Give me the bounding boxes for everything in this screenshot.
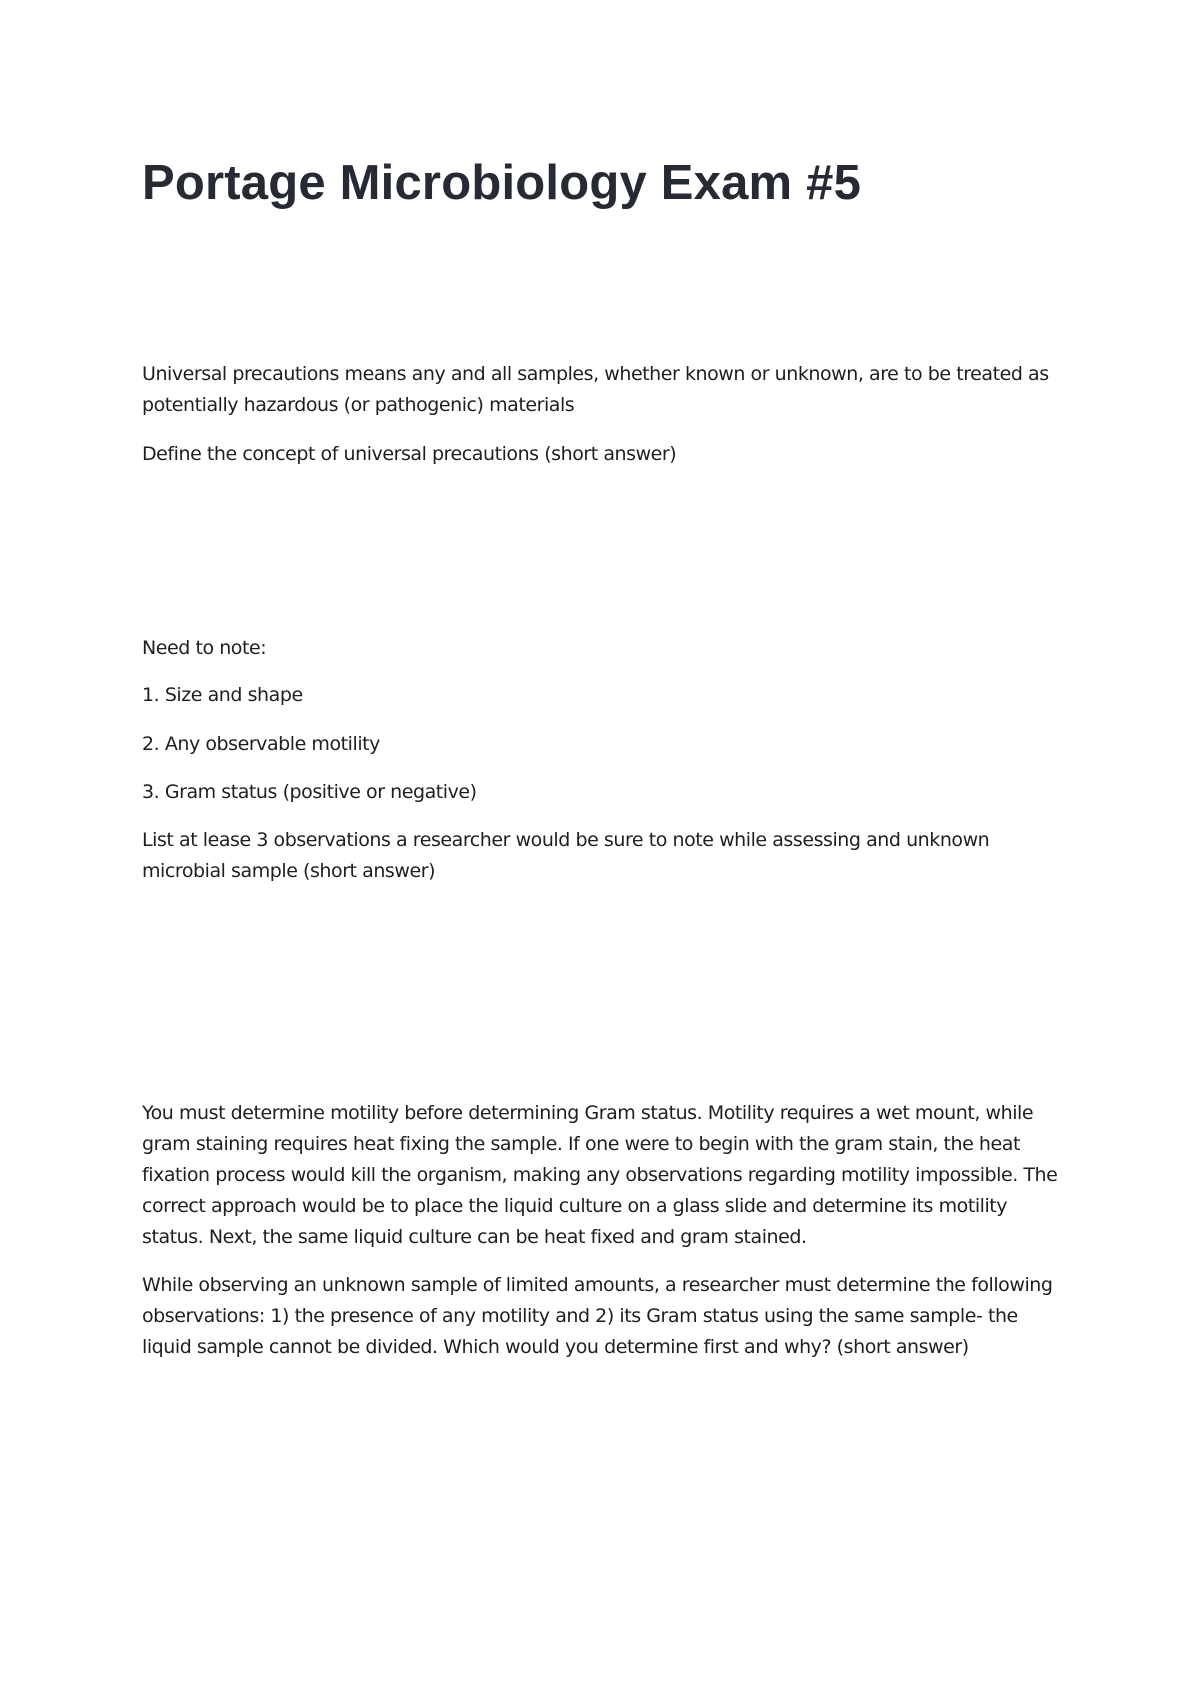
q2-answer-item-2: 2. Any observable motility bbox=[142, 733, 380, 755]
q2-answer-item-1: 1. Size and shape bbox=[142, 684, 303, 706]
q2-answer-intro: Need to note: bbox=[142, 637, 267, 659]
document-title: Portage Microbiology Exam #5 bbox=[142, 156, 862, 210]
q2-answer-item-3: 3. Gram status (positive or negative) bbox=[142, 781, 477, 803]
q1-prompt: Define the concept of universal precautions (short answer) bbox=[142, 443, 677, 465]
q3-prompt: While observing an unknown sample of limited amounts, a researcher must determine the following observations: 1) the presence of any motility and 2) its Gram status using the same sample- the liquid sample cannot be divided. Which would you determine first and why? (short answer) bbox=[142, 1274, 1053, 1358]
q3-answer: You must determine motility before determining Gram status. Motility requires a wet mount, while gram staining requires heat fixing the sample. If one were to begin with the gram stain, the heat fixation process would kill the organism, making any observations regarding motility impossible. The correct approach would be to place the liquid culture on a glass slide and determine its motility status. Next, the same liquid culture can be heat fixed and gram stained. bbox=[142, 1102, 1058, 1248]
q1-answer: Universal precautions means any and all samples, whether known or unknown, are to be treated as potentially hazardous (or pathogenic) materials bbox=[142, 363, 1049, 416]
q2-prompt: List at lease 3 observations a researcher would be sure to note while assessing and unknown microbial sample (short answer) bbox=[142, 829, 990, 882]
